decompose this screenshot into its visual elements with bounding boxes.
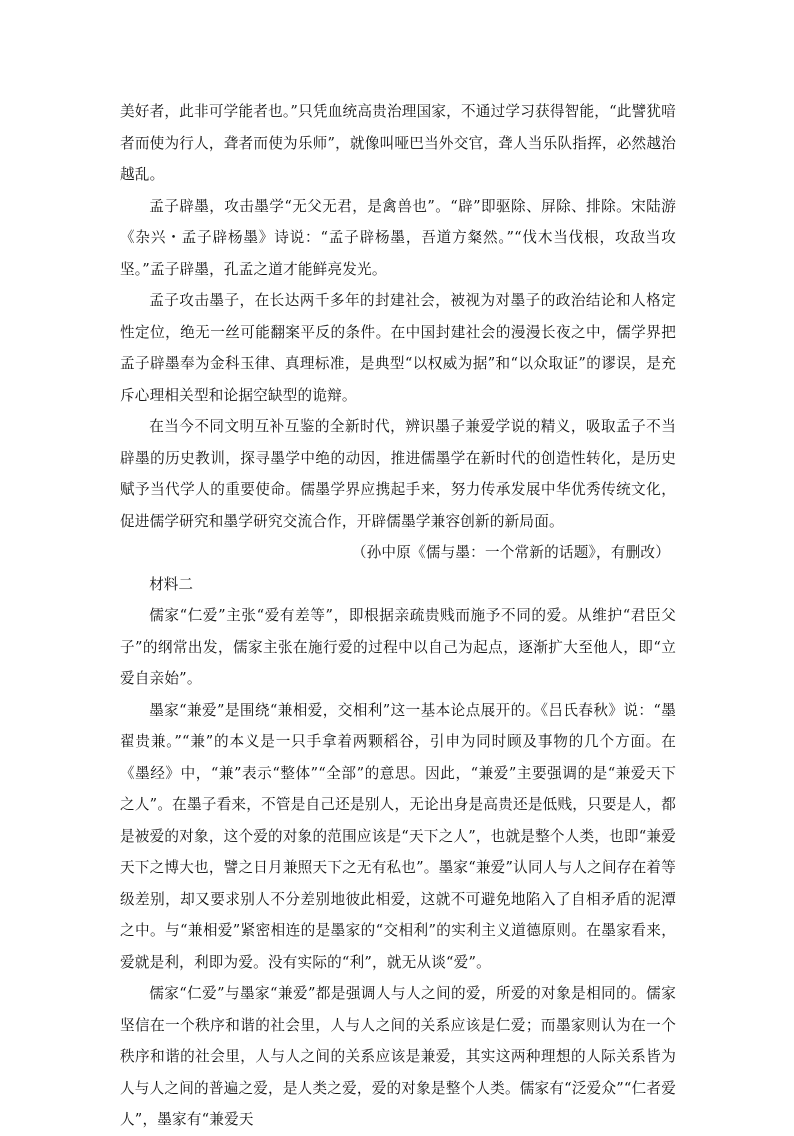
paragraph-comparison: 儒家“仁爱”与墨家“兼爱”都是强调人与人之间的爱，所爱的对象是相同的。儒家坚信在一个秩序和谐的社会里，人与人之间的关系应该是仁爱；而墨家则认为在一个秩序和谐的社会里，人与人之间的关系应该是兼爱，其实这两种理想的人际关系皆为人与人之间的普遍之爱，是人类之爱，爱的对象是整个人类。儒家有“泛爱众”“仁者爱人”，墨家有“兼爱天 <box>120 985 676 1128</box>
document-body <box>120 96 676 1136</box>
paragraph-continuation: 美好者，此非可学能者也。”只凭血统高贵治理国家，不通过学习获得智能，“此譬犹喑者而使为行人，聋者而使为乐师”，就像叫哑巴当外交官，聋人当乐队指挥，必然越治越乱。 <box>120 103 676 183</box>
paragraph-mencius-refutes-mo: 孟子辟墨，攻击墨学“无父无君，是禽兽也”。“辟”即驱除、屏除、排除。宋陆游《杂兴・孟子辟杨墨》诗说：“孟子辟杨墨，吾道方粲然。”“伐木当伐根，攻敌当攻坚。”孟子辟墨，孔孟之道才能鲜亮发光。 <box>120 197 676 278</box>
paragraph-mencius-attack: 孟子攻击墨子，在长达两千多年的封建社会，被视为对墨子的政治结论和人格定性定位，绝无一丝可能翻案平反的条件。在中国封建社会的漫漫长夜之中，儒学界把孟子辟墨奉为金科玉律、真理标准，是典型“以权威为据”和“以众取证”的谬误，是充斥心理相关型和论据空缺型的诡辩。 <box>120 292 676 404</box>
paragraph-confucian-love: 儒家“仁爱”主张“爱有差等”，即根据亲疏贵贱而施予不同的爱。从维护“君臣父子”的纲常出发，儒家主张在施行爱的过程中以自己为起点，逐渐扩大至他人，即“立爱自亲始”。 <box>120 607 676 687</box>
paragraph-mohist-universal-love: 墨家“兼爱”是围绕“兼相爱，交相利”这一基本论点展开的。《吕氏春秋》说：“墨翟贵兼。”“兼”的本义是一只手拿着两颗稻谷，引申为同时顾及事物的几个方面。在《墨经》中，“兼”表示“整体”“全部”的意思。因此，“兼爱”主要强调的是“兼爱天下之人”。在墨子看来，不管是自己还是别人，无论出身是高贵还是低贱，只要是人，都是被爱的对象，这个爱的对象的范围应该是“天下之人”，也就是整个人类，也即“兼爱天下之博大也，譬之日月兼照天下之无有私也”。墨家“兼爱”认同人与人之间存在着等级差别，却又要求别人不分差别地彼此相爱，这就不可避免地陷入了自相矛盾的泥潭之中。与“兼相爱”紧密相连的是墨家的“交相利”的实利主义道德原则。在墨家看来，爱就是利，利即为爱。没有实际的“利”，就无从谈“爱”。 <box>120 701 676 971</box>
paragraph-new-era: 在当今不同文明互补互鉴的全新时代，辨识墨子兼爱学说的精义，吸取孟子不当辟墨的历史教训，探寻墨学中绝的动因，推进儒墨学在新时代的创造性转化，是历史赋予当代学人的重要使命。儒墨学界应携起手来，努力传承发展中华优秀传统文化，促进儒学研究和墨学研究交流合作，开辟儒墨学兼容创新的新局面。 <box>120 418 676 530</box>
source-citation: （孙中原《儒与墨：一个常新的话题》，有删改） <box>351 544 670 561</box>
section-heading-material-two: 材料二 <box>149 575 193 593</box>
